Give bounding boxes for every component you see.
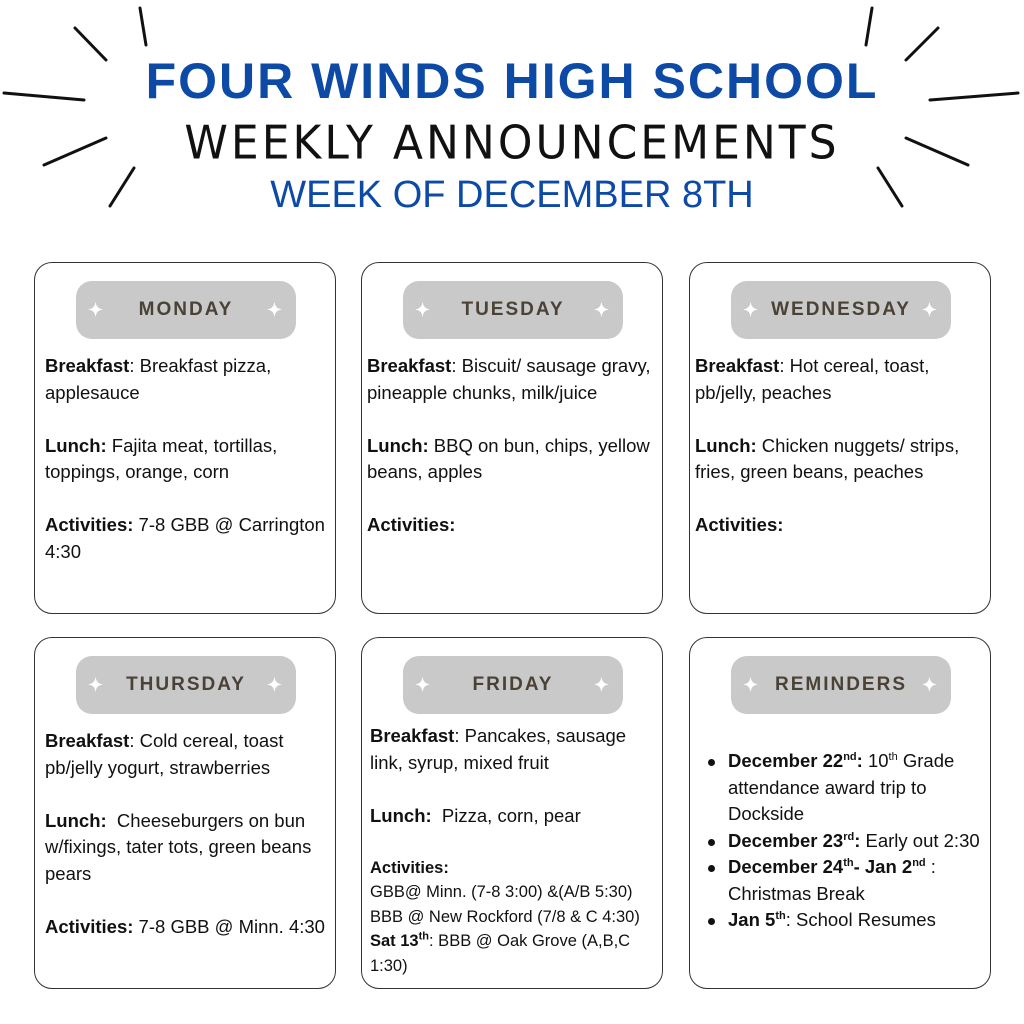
day-header [403, 281, 623, 339]
day-title: MONDAY [138, 299, 234, 320]
text: Early out 2:30 [860, 829, 980, 851]
text: Breakfast [367, 355, 452, 376]
sparkle-icon: ✦ [88, 675, 106, 695]
list-item [700, 748, 986, 828]
list-item [700, 854, 986, 907]
text: th [418, 930, 430, 943]
text: Breakfast [370, 725, 455, 746]
text: : School Resumes [785, 909, 936, 930]
text: Breakfast [695, 355, 780, 376]
sparkle-icon: ✦ [921, 675, 939, 695]
day-title: WEDNESDAY [771, 299, 911, 320]
text: Lunch: [370, 804, 432, 826]
text: December 23 [728, 829, 844, 851]
text: : Biscuit/ sausage gravy, pineapple chunks, milk/juice [367, 355, 651, 403]
text: GBB@ Minn. (7-8 3:00) &(A/B 5:30) [370, 883, 633, 901]
breakfast [695, 353, 986, 406]
text: December 24 [728, 856, 844, 877]
day-title: FRIDAY [472, 674, 554, 695]
text: December 22 [728, 750, 844, 771]
activities [45, 914, 331, 941]
text: : Breakfast pizza, applesauce [45, 355, 272, 403]
text: : Hot cereal, toast, pb/jelly, peaches [695, 355, 930, 403]
text: Lunch: [45, 809, 107, 831]
breakfast [45, 728, 331, 781]
text: : [856, 750, 863, 771]
lunch [45, 808, 331, 888]
card-thursday [34, 637, 336, 989]
day-header [731, 281, 951, 339]
text: Cheeseburgers on bun w/fixings, tater tots, green beans pears [45, 809, 317, 884]
text: Grade attendance award trip to Dockside [728, 750, 955, 824]
list-item [700, 828, 986, 855]
text: th [775, 909, 786, 922]
text: Activities: [367, 514, 456, 535]
activities [695, 512, 986, 539]
list-item [700, 907, 986, 934]
text: BBQ on bun, chips, yellow beans, apples [367, 434, 650, 482]
day-title: THURSDAY [126, 674, 246, 695]
text: Pizza, corn, pear [431, 804, 581, 826]
card-reminders [689, 637, 991, 989]
text: rd [843, 830, 855, 843]
lunch [45, 433, 331, 486]
breakfast [367, 353, 658, 406]
text: Fajita meat, tortillas, toppings, orange, corn [45, 434, 278, 482]
sparkle-icon: ✦ [743, 675, 761, 695]
text: Activities: [370, 858, 449, 877]
school-title: FOUR WINDS HIGH SCHOOL [145, 53, 879, 109]
sparkle-icon: ✦ [593, 675, 611, 695]
breakfast [45, 353, 331, 406]
text: : Cold cereal, toast pb/jelly yogurt, strawberries [45, 730, 284, 778]
text: Breakfast [45, 730, 130, 751]
text: Activities: [45, 514, 134, 535]
text: : [854, 829, 861, 851]
announcements-subtitle: WEEKLY ANNOUNCEMENTS [184, 116, 840, 171]
text: nd [912, 856, 926, 869]
reminders-header [731, 656, 951, 714]
card-wednesday [689, 262, 991, 614]
text: th [843, 856, 854, 869]
sparkle-icon: ✦ [415, 675, 433, 695]
sparkle-icon: ✦ [921, 300, 939, 320]
activities [45, 512, 331, 565]
text: : Christmas Break [728, 856, 936, 904]
sparkle-icon: ✦ [266, 300, 284, 320]
sparkle-icon: ✦ [593, 300, 611, 320]
text: Lunch: [695, 434, 757, 456]
lunch [695, 433, 986, 486]
day-title: TUESDAY [461, 299, 565, 320]
sparkle-icon: ✦ [266, 675, 284, 695]
text: Lunch: [45, 434, 107, 456]
day-header [76, 656, 296, 714]
text: : BBB @ Oak Grove (A,B,C 1:30) [370, 932, 631, 975]
day-header [403, 656, 623, 714]
card-monday [34, 262, 336, 614]
breakfast [370, 723, 658, 776]
lunch [370, 803, 658, 830]
text: BBB @ New Rockford (7/8 & C 4:30) [370, 907, 640, 926]
text: Breakfast [45, 355, 130, 376]
sparkle-icon: ✦ [743, 300, 761, 320]
text: nd [843, 750, 857, 763]
card-friday [361, 637, 663, 989]
text: th [888, 750, 898, 763]
activities [367, 512, 658, 539]
sparkle-icon: ✦ [415, 300, 433, 320]
text: Activities: [45, 915, 134, 937]
text: - Jan 2 [853, 856, 913, 877]
text: 10 [862, 750, 889, 771]
text: 7-8 GBB @ Carrington 4:30 [45, 514, 325, 562]
text: Chicken nuggets/ strips, fries, green beans, peaches [695, 434, 960, 482]
text: : Pancakes, sausage link, syrup, mixed fruit [370, 725, 627, 773]
card-tuesday [361, 262, 663, 614]
text: Lunch: [367, 434, 429, 456]
day-header [76, 281, 296, 339]
text: Activities: [695, 514, 784, 535]
activities [370, 856, 658, 979]
lunch [367, 433, 658, 486]
week-label: WEEK OF DECEMBER 8TH [270, 174, 754, 216]
text: Jan 5 [728, 909, 776, 930]
text: 7-8 GBB @ Minn. 4:30 [133, 915, 325, 937]
text: Sat 13 [370, 932, 419, 950]
reminders-list [700, 748, 986, 934]
sparkle-icon: ✦ [88, 300, 106, 320]
reminders-title: REMINDERS [774, 674, 907, 695]
